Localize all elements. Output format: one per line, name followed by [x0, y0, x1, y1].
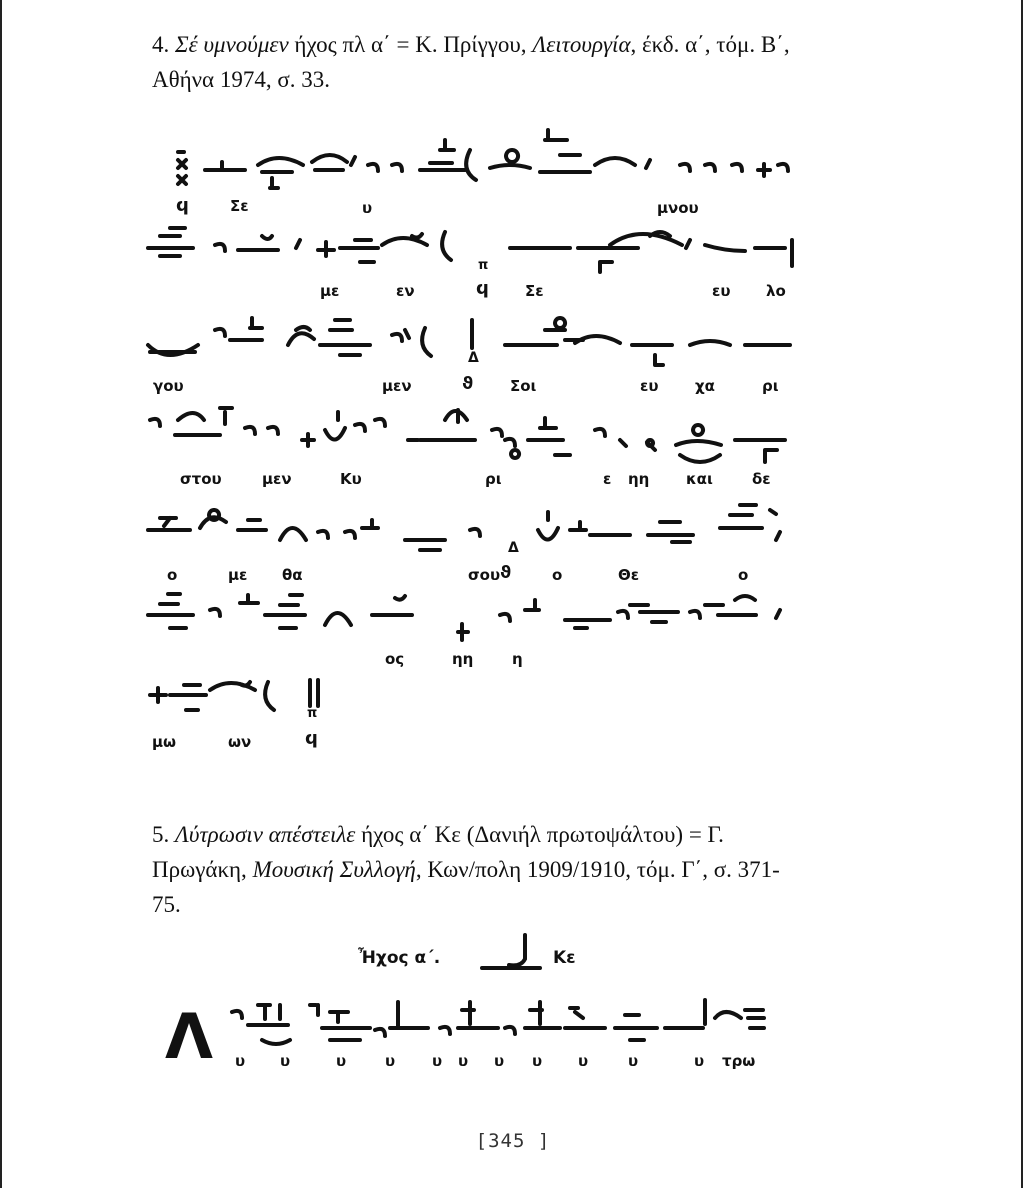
- lyric-syllable: υ: [385, 1052, 396, 1070]
- lyric-syllable: θα: [282, 566, 303, 584]
- lyric-syllable: Σε: [525, 282, 544, 300]
- lyric-syllable: υ: [362, 199, 373, 217]
- lyric-syllable: Σοι: [510, 377, 537, 395]
- example-5-info: ήχος α΄ Κε (Δανιήλ πρωτοψάλτου) = Γ. Πρωγάκη,: [152, 822, 724, 882]
- lyric-syllable: υ: [628, 1052, 639, 1070]
- lyric-syllable: Θε: [618, 566, 640, 584]
- example-5-number: 5.: [152, 822, 170, 847]
- neume-row-5: [148, 505, 780, 550]
- lyric-syllable: σου: [468, 566, 501, 584]
- lyric-syllable: υ: [458, 1052, 469, 1070]
- lyric-syllable: χα: [695, 377, 715, 395]
- lyric-syllable: Κυ: [340, 470, 362, 488]
- neume-row-6: [148, 594, 780, 640]
- example-5-title: Λύτρωσιν απέστειλε: [175, 822, 356, 847]
- lyric-syllable: μεν: [382, 377, 412, 395]
- martyria-sign: ϥ: [476, 278, 489, 299]
- lyric-syllable: και: [686, 470, 713, 488]
- example-4-source: , έκδ. α΄, τόμ. Β΄, Αθήνα 1974, σ. 33.: [152, 32, 790, 92]
- lyric-syllable: δε: [752, 470, 771, 488]
- lyric-syllable: λο: [766, 282, 786, 300]
- martyria-delta: Δ: [468, 350, 479, 366]
- neume-row-7: [150, 680, 318, 710]
- lyric-syllable: ο: [552, 566, 563, 584]
- lyric-syllable: ος: [385, 650, 405, 668]
- martyria-delta: Δ: [508, 540, 519, 556]
- initial-letter: Λ: [165, 1000, 213, 1073]
- lyric-syllable: υ: [578, 1052, 589, 1070]
- lyric-syllable: τρω: [722, 1052, 756, 1070]
- lyric-syllable: ων: [228, 733, 252, 751]
- martyria-sign: ϥ: [176, 195, 189, 216]
- lyric-syllable: υ: [432, 1052, 443, 1070]
- martyria-sign: ϥ: [305, 728, 318, 749]
- lyric-syllable: ε: [603, 470, 612, 488]
- lyric-syllable: ο: [167, 566, 178, 584]
- lyric-syllable: ρι: [485, 470, 502, 488]
- lyric-syllable: μω: [152, 733, 177, 751]
- example-4-info: ήχος πλ α΄ = Κ. Πρίγγου,: [288, 32, 533, 57]
- lyric-syllable: ευ: [640, 377, 659, 395]
- fthora-pi: π: [478, 258, 489, 273]
- lyric-syllable: γου: [153, 377, 184, 395]
- fthora-pi: π: [307, 706, 318, 721]
- lyric-syllable: η: [512, 650, 523, 668]
- lyric-syllable: υ: [235, 1052, 246, 1070]
- lyric-syllable: στου: [180, 470, 222, 488]
- example-5-source: , Κων/πολη 1909/1910, τόμ. Γ΄, σ. 371-75.: [152, 857, 780, 917]
- lyric-syllable: ηη: [628, 470, 650, 488]
- lyric-syllable: μνου: [657, 199, 699, 217]
- neume-row-4: [150, 408, 785, 462]
- lyric-syllable: υ: [494, 1052, 505, 1070]
- lyric-syllable: υ: [336, 1052, 347, 1070]
- echos-pitch-label: Κε: [553, 948, 576, 968]
- lyric-syllable: υ: [280, 1052, 291, 1070]
- martyria-ga: ϑ: [500, 563, 512, 583]
- lyric-syllable: ηη: [452, 650, 474, 668]
- example-4-work: Λειτουργία: [532, 32, 631, 57]
- lyric-syllable: με: [228, 566, 248, 584]
- lyric-syllable: υ: [532, 1052, 543, 1070]
- example-4-number: 4.: [152, 32, 170, 57]
- neume-row-1: [178, 130, 788, 188]
- lyric-syllable: ρι: [762, 377, 779, 395]
- lyric-syllable: Σε: [230, 197, 249, 215]
- lyric-syllable: εν: [396, 282, 415, 300]
- lyric-syllable: ευ: [712, 282, 731, 300]
- lyric-syllable: υ: [694, 1052, 705, 1070]
- example-4-title: Σέ υμνούμεν: [175, 32, 289, 57]
- page-number: [345 ]: [475, 1130, 551, 1152]
- martyria-ga: ϑ: [462, 374, 474, 394]
- lyric-syllable: μεν: [262, 470, 292, 488]
- example-5-work: Μουσική Συλλογή: [252, 857, 416, 882]
- echos-heading: Ἦχος α΄.: [358, 948, 441, 968]
- neume-row-2: [148, 228, 792, 272]
- lyric-syllable: ο: [738, 566, 749, 584]
- example-5-caption: [152, 817, 802, 922]
- lyric-syllable: με: [320, 282, 340, 300]
